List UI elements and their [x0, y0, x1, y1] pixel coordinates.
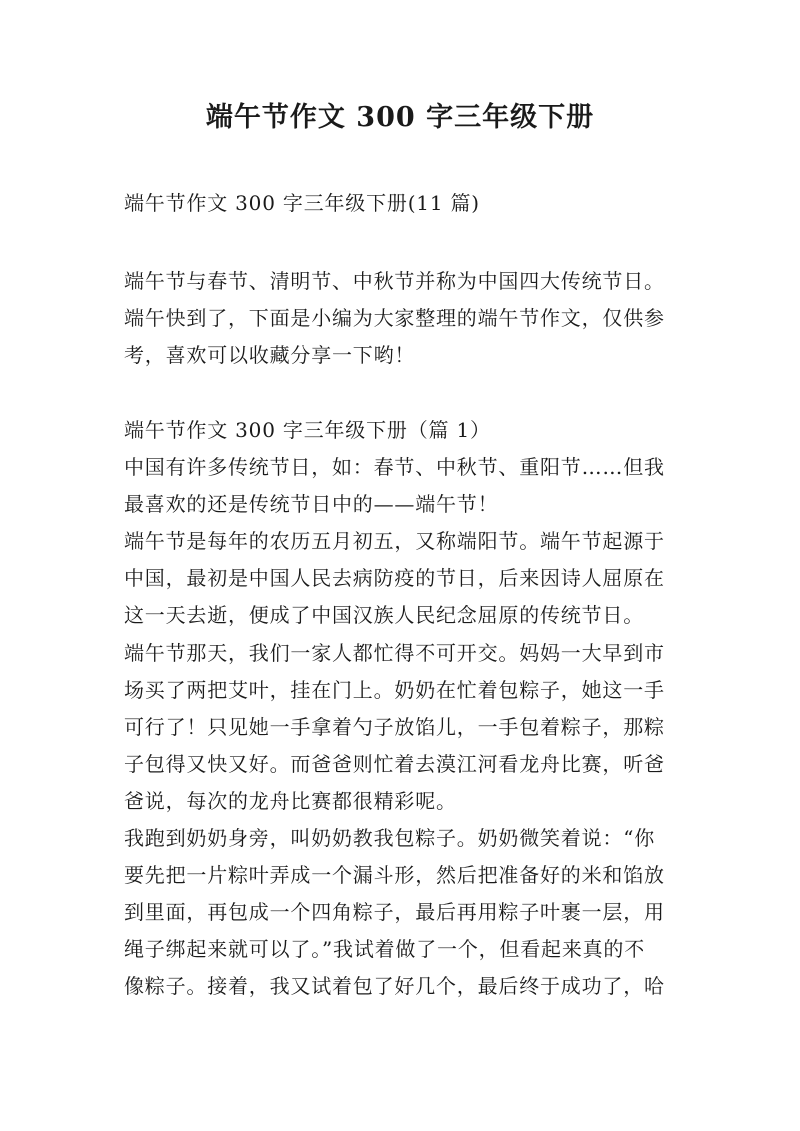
document-title: 端午节作文 300 字三年级下册	[205, 102, 595, 133]
body-line: 爸说，每次的龙舟比赛都很精彩呢。	[124, 789, 457, 813]
body-line: 我跑到奶奶身旁，叫奶奶教我包粽子。奶奶微笑着说：“你	[124, 826, 656, 850]
document-subtitle: 端午节作文 300 字三年级下册(11 篇)	[124, 191, 480, 215]
body-line: 最喜欢的还是传统节日中的——端午节！	[124, 492, 499, 516]
body-line: 中国，最初是中国人民去病防疫的节日，后来因诗人屈原在	[124, 566, 665, 590]
body-line: 中国有许多传统节日，如：春节、中秋节、重阳节……但我	[124, 455, 665, 479]
body-line: 端午节那天，我们一家人都忙得不可开交。妈妈一大早到市	[124, 641, 665, 665]
body-line: 绳子绑起来就可以了。”我试着做了一个，但看起来真的不	[124, 937, 646, 961]
body-line: 像粽子。接着，我又试着包了好几个，最后终于成功了，哈	[124, 974, 665, 998]
body-line: 要先把一片粽叶弄成一个漏斗形，然后把准备好的米和馅放	[124, 863, 665, 887]
intro-line: 端午节与春节、清明节、中秋节并称为中国四大传统节日。	[124, 269, 665, 293]
section-heading: 端午节作文 300 字三年级下册（篇 1）	[124, 418, 491, 442]
body-line: 这一天去逝，便成了中国汉族人民纪念屈原的传统节日。	[124, 603, 644, 627]
body-line: 到里面，再包成一个四角粽子，最后再用粽子叶裹一层，用	[124, 900, 665, 924]
body-line: 场买了两把艾叶，挂在门上。奶奶在忙着包粽子，她这一手	[124, 678, 665, 702]
intro-line: 端午快到了，下面是小编为大家整理的端午节作文，仅供参	[124, 306, 665, 330]
intro-line: 考，喜欢可以收藏分享一下哟！	[124, 343, 416, 367]
body-line: 子包得又快又好。而爸爸则忙着去漠江河看龙舟比赛，听爸	[124, 752, 665, 776]
body-line: 可行了！只见她一手拿着勺子放馅儿，一手包着粽子，那粽	[124, 715, 665, 739]
body-line: 端午节是每年的农历五月初五，又称端阳节。端午节起源于	[124, 529, 665, 553]
